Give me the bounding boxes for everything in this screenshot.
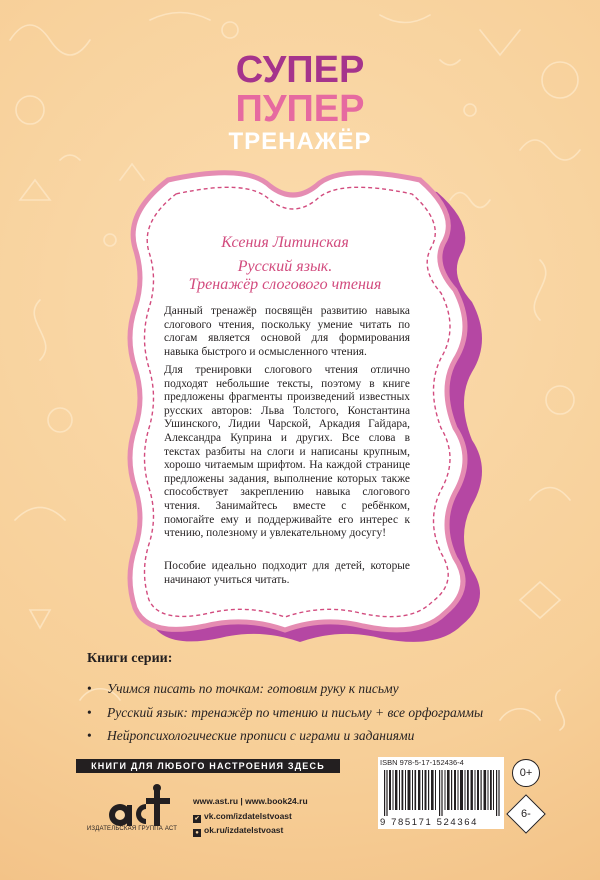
series-list-item [87,728,414,744]
barcode-image [384,770,500,816]
vk-link-text: vk.com/izdatelstvoast [204,811,292,821]
series-title-puper: ПУПЕР [235,88,365,130]
publisher-name: ИЗДАТЕЛЬСКАЯ ГРУППА АСТ [86,826,178,832]
description-paragraph: Пособие идеально подходит для детей, которые начинают учиться читать. [164,560,410,586]
book-title-line1: Русский язык. [237,258,333,275]
tagline-bar: КНИГИ ДЛЯ ЛЮБОГО НАСТРОЕНИЯ ЗДЕСЬ [76,759,340,773]
series-item-text: Учимся писать по точкам: готовим руку к письму [107,681,399,696]
bullet-icon: • [87,728,92,743]
series-title-super: СУПЕР [235,49,365,91]
age-rating-text: 6- [521,808,531,820]
ok-link-text: ok.ru/izdatelstvoast [204,825,284,835]
series-list-heading: Книги серии: [87,651,173,666]
ok-icon: ● [193,829,201,837]
series-title-trenazher: ТРЕНАЖЁР [228,128,372,155]
description-paragraph: Для тренировки слогового чтения отлично подходят небольшие тексты, поэтому в книге предложены фрагменты произведений известных русских авторов: Льва Толстого, Константина Ушинского, Лидии Чарской, Аркадия Гайдара, Александра Куприна и других. Все слова в текстах разбиты на слоги и написаны крупным, хорошо читаемым шрифтом. На каждой странице предложены задания, выполнение которых также способствует закреплению навыка слогового чтения. Занимайтесь вместе с ребёнком, помогайте ему и поддерживайте его интерес к чтению, полезному и увлекательному досугу! [164,364,410,540]
series-list-item [87,705,483,721]
vk-icon: ✔ [194,816,200,822]
bullet-icon: • [87,705,92,720]
age-rating-badge: 0+ [512,759,540,787]
vk-link[interactable] [193,811,292,823]
series-item-text: Нейропсихологические прописи с играми и заданиями [107,728,415,743]
series-item-text: Русский язык: тренажёр по чтению и письму + все орфограммы [107,705,484,720]
series-list-item [87,681,399,697]
isbn-text: ISBN 978-5-17-152436-4 [380,758,464,767]
description-paragraph: Данный тренажёр посвящён развитию навыка слогового чтения, поскольку умение читать по слогам является основой для формирования навыка быстрого и осмысленного чтения. [164,305,410,358]
bullet-icon: • [87,681,92,696]
book-title-line2: Тренажёр слогового чтения [188,276,382,293]
website-links[interactable]: www.ast.ru | www.book24.ru [193,796,308,806]
ok-link[interactable] [193,825,283,837]
ean-number: 9 785171 524364 [380,817,478,828]
book-title [150,258,420,294]
book-author: Ксения Литинская [221,234,349,251]
